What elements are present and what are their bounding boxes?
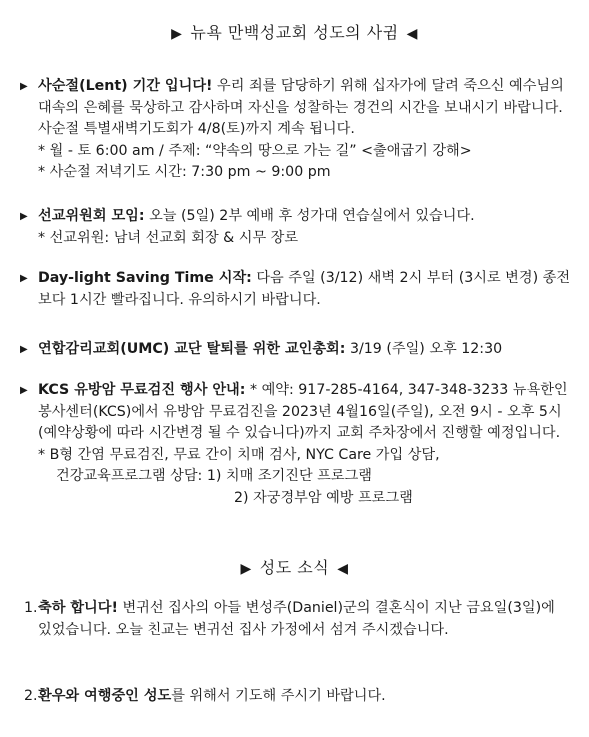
news-text: 변귀선 집사의 아들 변성주(Daniel)군의 결혼식이 지난 금요일(3일)에 있었습니다. 오늘 친교는 변귀선 집사 가정에서 섬겨 주시겠습니다. — [38, 600, 555, 638]
heading-title: 뉴욕 만백성교회 성도의 사귐 — [190, 23, 399, 42]
announcement-text: 다음 주일 (3/12) 새벽 2시 부터 (3시로 변경) 종전보다 1시간 빨라집니다. 유의하시기 바랍니다. — [38, 270, 571, 308]
announcement-note: * B형 간염 무료검진, 무료 간이 치매 검사, NYC Care 가입 상담, — [38, 446, 440, 463]
announcement-title: 사순절(Lent) 기간 입니다! — [38, 78, 213, 94]
announcement-note: 2) 자궁경부암 예방 프로그램 — [234, 489, 413, 506]
announcement-text: 오늘 (5일) 2부 예배 후 성가대 연습실에서 있습니다. — [144, 208, 475, 224]
triangle-left-icon: ◀ — [337, 561, 349, 577]
announcement-title: 선교위원회 모임: — [38, 208, 145, 224]
bullet-icon: ▶ — [20, 385, 28, 396]
announcement-note: * 사순절 저녁기도 시간: 7:30 pm ~ 9:00 pm — [38, 164, 331, 180]
announcement-daylight-saving — [20, 268, 571, 311]
news-item-congratulations — [24, 598, 571, 641]
news-title: 환우와 여행중인 성도 — [38, 688, 172, 704]
announcement-note: * 선교위원: 남녀 선교회 회장 & 시무 장로 — [38, 229, 299, 246]
announcement-note: * 월 - 토 6:00 am / 주제: “약속의 땅으로 가는 길” <출애굽기 강해> — [38, 142, 472, 159]
announcement-note: 건강교육프로그램 상담: 1) 치매 조기진단 프로그램 — [56, 468, 372, 484]
triangle-left-icon: ◀ — [406, 26, 418, 42]
announcement-text: 3/19 (주일) 오후 12:30 — [345, 341, 503, 357]
triangle-right-icon: ▶ — [240, 561, 252, 577]
bullet-icon: ▶ — [20, 81, 28, 92]
announcement-title: KCS 유방암 무료검진 행사 안내: — [38, 382, 246, 398]
announcement-mission-committee — [20, 206, 571, 249]
news-title: 축하 합니다! — [38, 600, 118, 616]
bullet-icon: ▶ — [20, 211, 28, 222]
announcement-text: * 예약: 917-285-4164, 347-348-3233 뉴욕한인봉사센터(KCS)에서 유방암 무료검진을 2023년 4월16일(주일), 오전 9시 - 오후 5시 (예약상황에 따라 시간변경 될 수 있습니다)까지 교회 주차장에서 진행할 예정입니다. — [38, 382, 568, 441]
bullet-icon: ▶ — [20, 273, 28, 284]
bullet-icon: ▶ — [20, 344, 28, 355]
news-number: 1. — [24, 600, 38, 616]
announcement-title: 연합감리교회(UMC) 교단 탈퇴를 위한 교인총회: — [38, 341, 346, 357]
news-number: 2. — [24, 688, 38, 704]
triangle-right-icon: ▶ — [171, 26, 183, 42]
announcement-umc-meeting — [20, 339, 571, 361]
section-heading-fellowship — [0, 22, 589, 46]
announcement-title: Day-light Saving Time 시작: — [38, 270, 252, 286]
announcement-lent — [20, 76, 571, 184]
announcement-text: 우리 죄를 담당하기 위해 십자가에 달려 죽으신 예수님의 대속의 은혜를 묵상하고 감사하며 자신을 성찰하는 경건의 시간을 보내시기 바랍니다. 사순절 특별새벽기도회가 4/8(토)까지 계속 됩니다. — [38, 78, 564, 137]
news-text: 를 위해서 기도해 주시기 바랍니다. — [171, 688, 386, 704]
news-item-prayer — [24, 686, 571, 708]
announcement-kcs-screening — [20, 380, 571, 509]
section-heading-member-news — [0, 557, 589, 581]
heading-title: 성도 소식 — [259, 558, 330, 577]
